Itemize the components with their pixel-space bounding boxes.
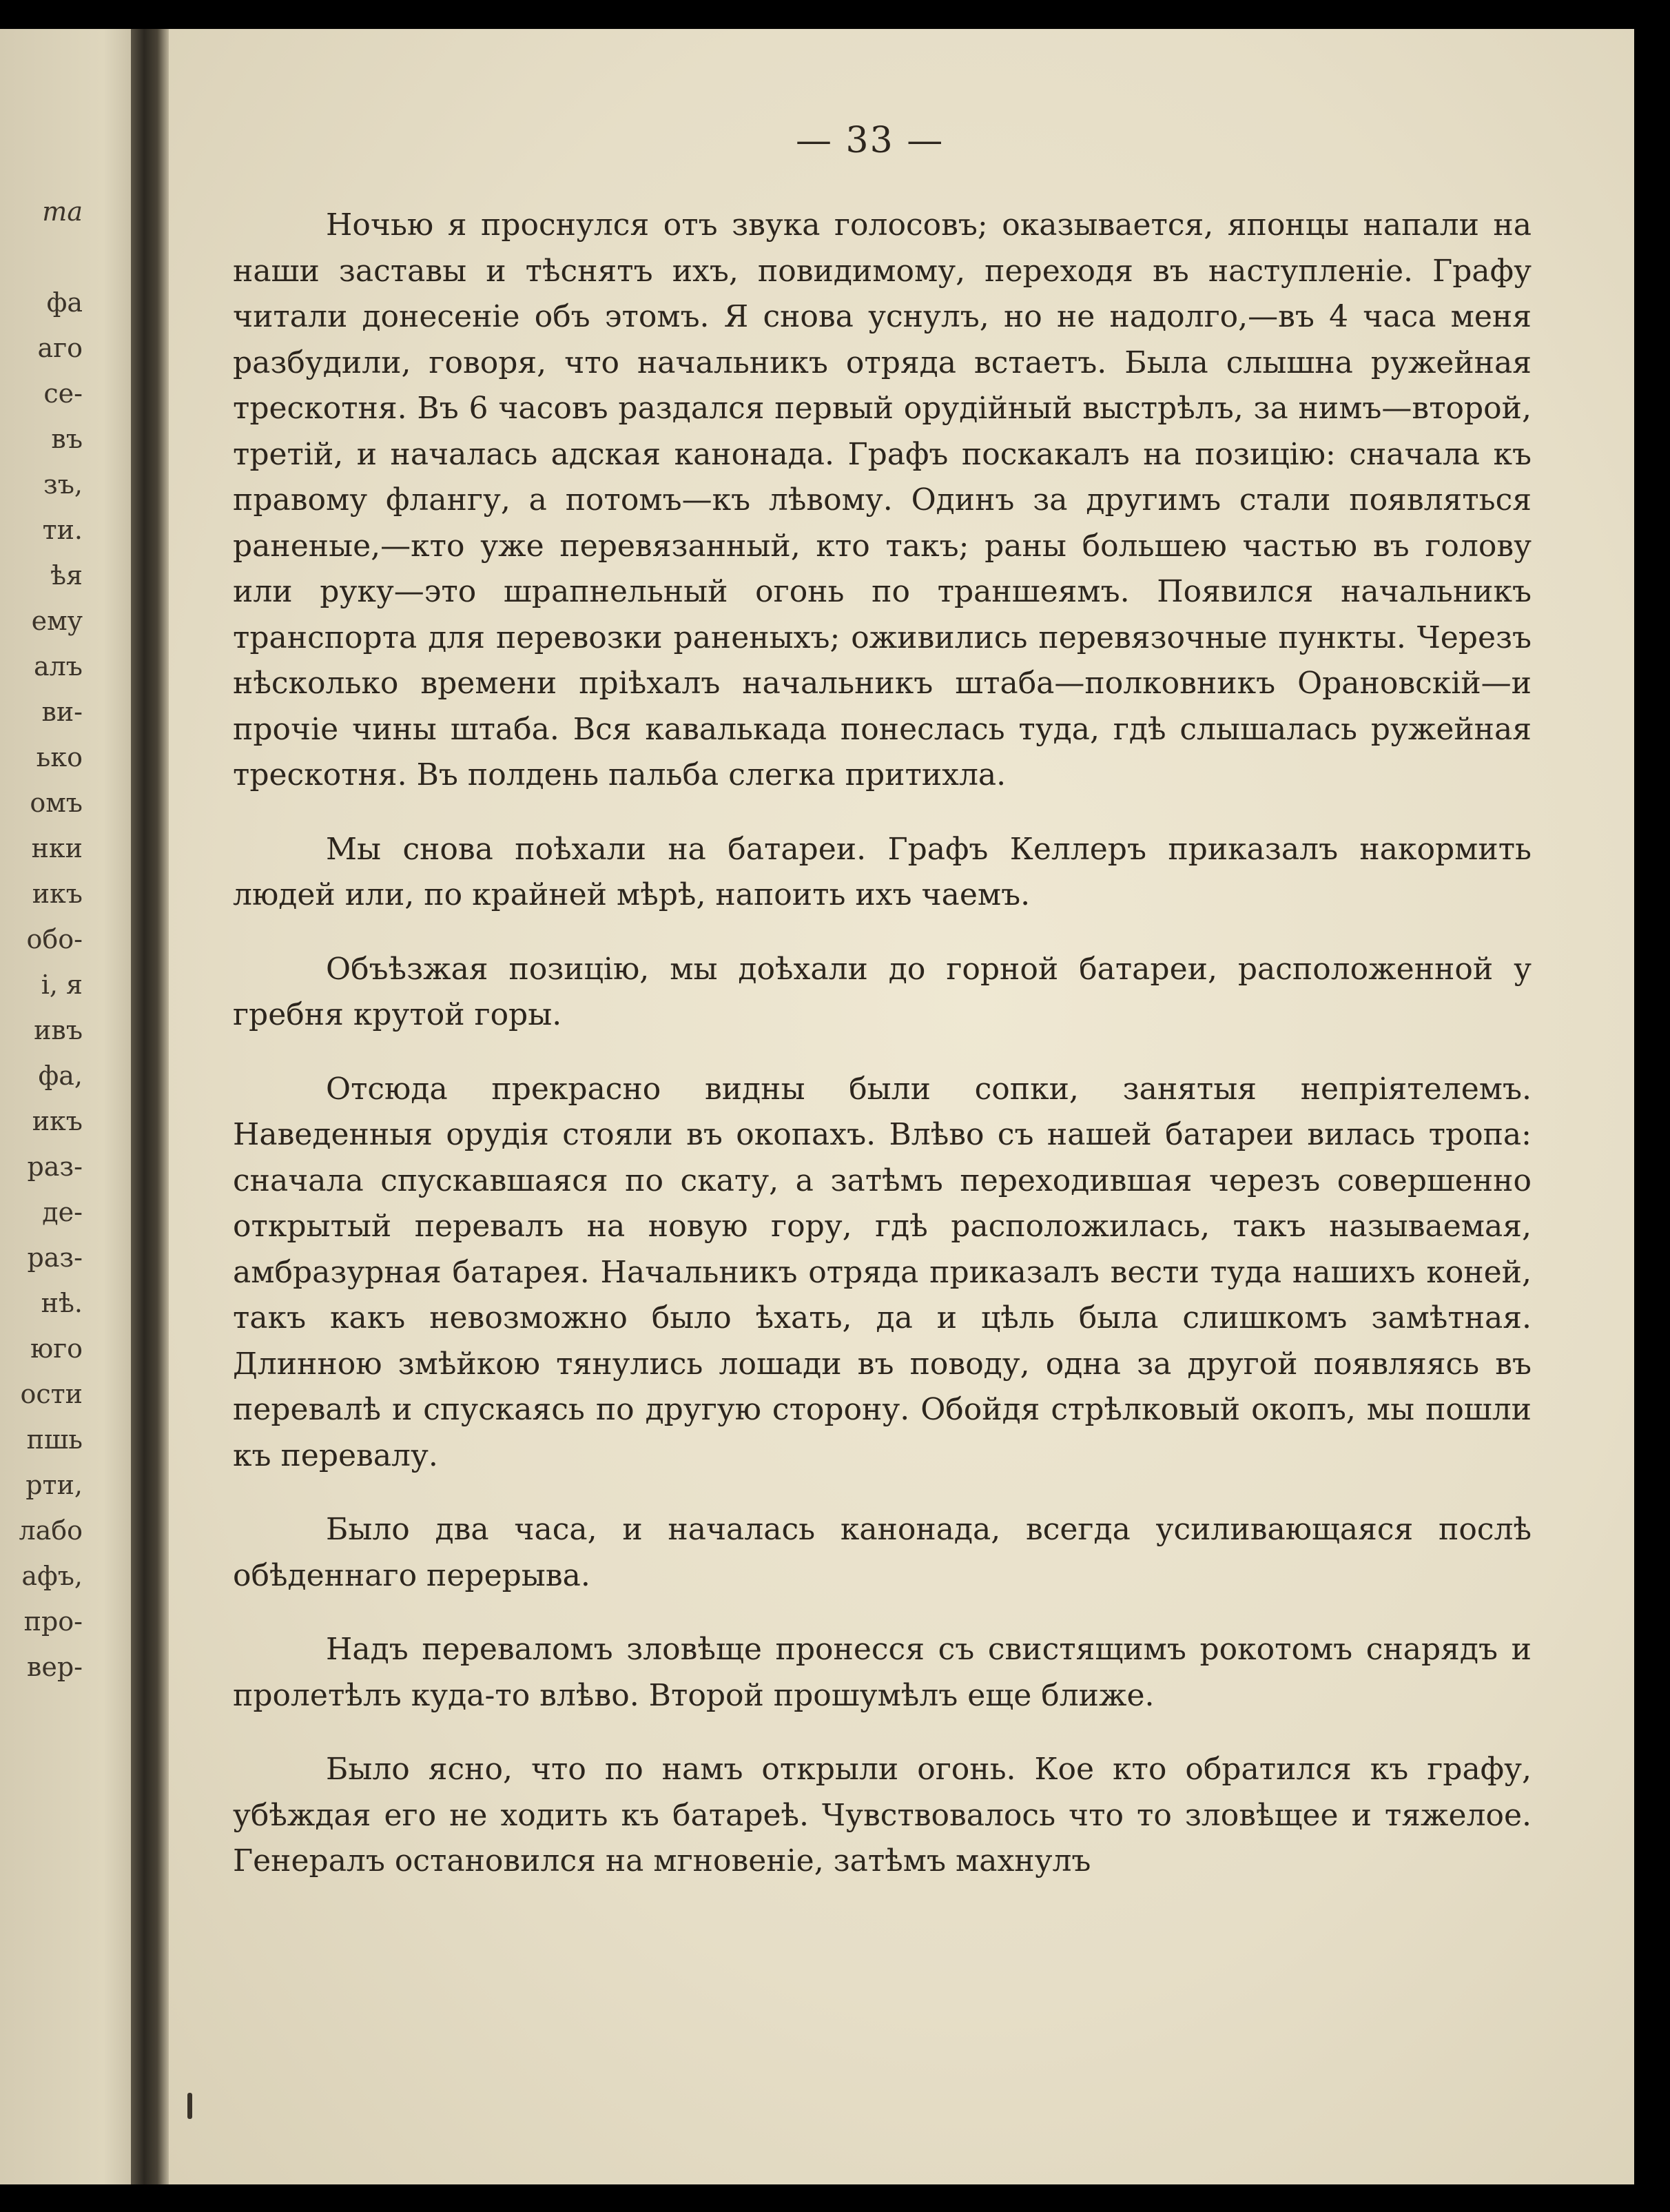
fragment-line: афъ, bbox=[21, 1561, 83, 1591]
fragment-line: ти. bbox=[42, 515, 83, 545]
page-number: — 33 — bbox=[796, 120, 945, 161]
page-body bbox=[233, 203, 1532, 1885]
book-gutter bbox=[131, 29, 169, 2184]
fragment-line: про- bbox=[23, 1606, 83, 1637]
fragment-line: де- bbox=[42, 1197, 83, 1227]
fragment-line: аго bbox=[37, 333, 83, 363]
fragment-line: ивъ bbox=[34, 1015, 83, 1045]
fragment-line: вер- bbox=[26, 1652, 83, 1682]
fragment-line: фа, bbox=[38, 1061, 83, 1091]
paragraph-6: Надъ переваломъ зловѣще пронесся съ свистящимъ рокотомъ снарядъ и пролетѣлъ куда-то влѣво. Второй прошумѣлъ еще ближе. bbox=[233, 1632, 1532, 1713]
fragment-line: алъ bbox=[34, 651, 83, 682]
scanned-book-spread bbox=[0, 29, 1634, 2184]
fragment-line: ько bbox=[36, 742, 83, 772]
margin-mark bbox=[187, 2093, 192, 2119]
fragment-line: икъ bbox=[32, 879, 83, 909]
fragment-line: ma bbox=[42, 196, 83, 227]
fragment-line: се- bbox=[43, 378, 83, 409]
previous-page-fragments bbox=[0, 189, 83, 1690]
fragment-line: нки bbox=[31, 833, 83, 863]
paragraph-5: Было два часа, и началась канонада, всегда усиливающаяся послѣ обѣденнаго перерыва. bbox=[233, 1512, 1532, 1593]
fragment-line: і, я bbox=[41, 970, 83, 1000]
fragment-line: раз- bbox=[27, 1242, 83, 1273]
fragment-line: въ bbox=[51, 424, 83, 454]
paragraph-2: Мы снова поѣхали на батареи. Графъ Келлеръ приказалъ накормить людей или, по крайней мѣрѣ, напоить ихъ чаемъ. bbox=[233, 831, 1532, 912]
fragment-line: омъ bbox=[30, 788, 83, 818]
fragment-line: ему bbox=[31, 606, 83, 636]
previous-page-edge bbox=[0, 29, 148, 2184]
fragment-line: рти, bbox=[25, 1470, 83, 1500]
paragraph-3: Объѣзжая позицію, мы доѣхали до горной батареи, расположенной у гребня крутой горы. bbox=[233, 951, 1532, 1032]
fragment-line: раз- bbox=[27, 1151, 83, 1182]
fragment-line: пшь bbox=[26, 1424, 83, 1455]
fragment-line: обо- bbox=[26, 924, 83, 954]
fragment-line bbox=[0, 234, 83, 280]
fragment-line: нѣ. bbox=[41, 1288, 83, 1318]
fragment-line: юго bbox=[30, 1333, 83, 1364]
fragment-line: икъ bbox=[32, 1106, 83, 1136]
fragment-line: ви- bbox=[41, 697, 83, 727]
paragraph-1: Ночью я проснулся отъ звука голосовъ; оказывается, японцы напали на наши заставы и тѣснятъ ихъ, повидимому, переходя въ наступленіе. Графу читали донесеніе объ этомъ. Я снова уснулъ, но не надолго,—въ 4 часа меня разбудили, говоря, что начальникъ отряда встаетъ. Была слышна ружейная трескотня. Въ 6 часовъ раздался первый орудійный выстрѣлъ, за нимъ—второй, третій, и началась адская канонада. Графъ поскакалъ на позицію: сначала къ правому флангу, а потомъ—къ лѣвому. Одинъ за другимъ стали появляться раненые,—кто уже перевязанный, кто такъ; раны большею частью въ голову или руку—это шрапнельный огонь по траншеямъ. Появился начальникъ транспорта для перевозки раненыхъ; оживились перевязочные пункты. Черезъ нѣсколько времени пріѣхалъ начальникъ штаба—полковникъ Орановскій—и прочіе чины штаба. Вся кавалькада понеслась туда, гдѣ слышалась ружейная трескотня. Въ полдень пальба слегка притихла. bbox=[233, 207, 1532, 792]
paragraph-7: Было ясно, что по намъ открыли огонь. Кое кто обратился къ графу, убѣждая его не ходить къ батареѣ. Чувствовалось что то зловѣщее и тяжелое. Генералъ остановился на мгновеніе, затѣмъ махнулъ bbox=[233, 1752, 1532, 1878]
fragment-line: фа bbox=[46, 287, 83, 318]
fragment-line: ѣя bbox=[50, 560, 83, 591]
fragment-line: лабо bbox=[19, 1515, 83, 1546]
paragraph-4: Отсюда прекрасно видны были сопки, занятыя непріятелемъ. Наведенныя орудія стояли въ окопахъ. Влѣво съ нашей батареи вилась тропа: сначала спускавшаяся по скату, а затѣмъ переходившая черезъ совершенно открытый перевалъ на новую гору, гдѣ расположилась, такъ называемая, амбразурная батарея. Начальникъ отряда приказалъ вести туда нашихъ коней, такъ какъ невозможно было ѣхать, да и цѣль была слишкомъ замѣтная. Длинною змѣйкою тянулись лошади въ поводу, одна за другой появляясь въ перевалѣ и спускаясь по другую сторону. Обойдя стрѣлковый окопъ, мы пошли къ перевалу. bbox=[233, 1071, 1532, 1473]
fragment-line: зъ, bbox=[43, 469, 83, 500]
fragment-line: ости bbox=[20, 1379, 83, 1409]
